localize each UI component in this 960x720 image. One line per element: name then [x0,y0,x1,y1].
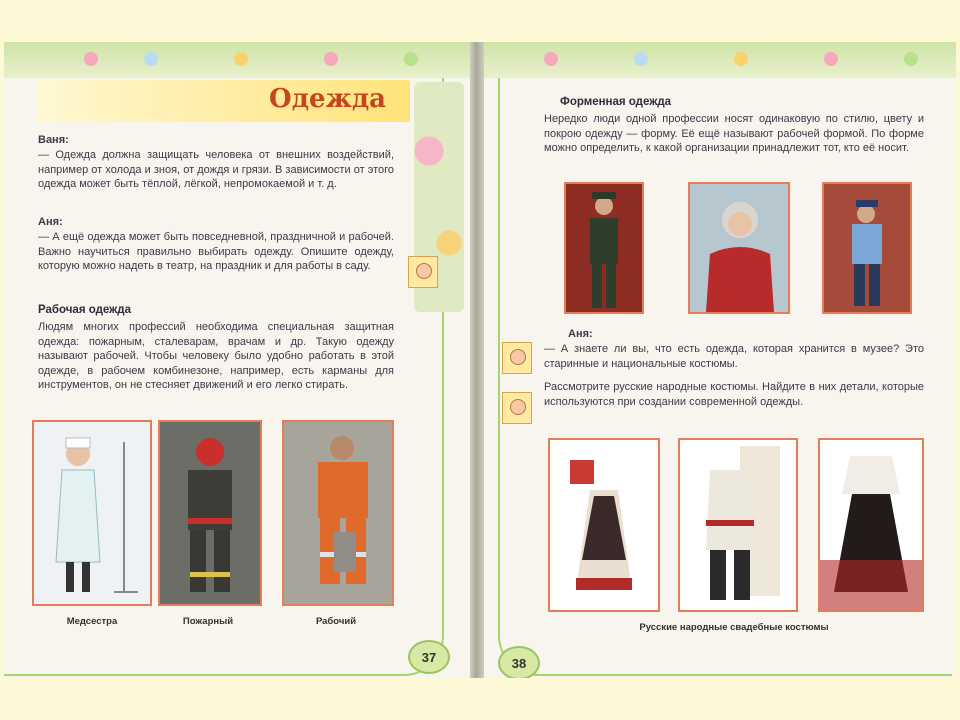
yarn-ball-icon [234,52,248,66]
yarn-ball-icon [634,52,648,66]
yarn-ball-icon [84,52,98,66]
soldier-photo [564,182,644,314]
uniform-heading: Форменная одежда [560,96,672,108]
anya-text: — А ещё одежда может быть повседневной, праздничной и рабочей. Важно научиться правильно выбирать одежду. Опишите одежду, которую можно надеть в театр, на праздник и для работы в саду. [38,231,394,272]
work-clothes-text: Людям многих профессий необходима специальная защитная одежда: пожарным, сталеварам, врачам и др. Такую одежду называют рабочей. Чтобы человеку было удобно работать в этой одежде, в рабочем комбинезоне, например, есть карманы для инструментов, он не стесняет движений и его легко стирать. [38,321,394,391]
decorative-strip [484,42,956,78]
costume-photo-man [678,438,798,612]
police-photo [822,182,912,314]
work-clothes-heading: Рабочая одежда [38,304,131,316]
yarn-ball-icon [404,52,418,66]
caption-nurse: Медсестра [66,616,118,627]
nurse-photo [32,420,152,606]
page-38 [484,42,956,678]
firefighter-photo [158,420,262,606]
uniform-text: Нередко люди одной профессии носят одинаковую по стилю, цвету и покрою одежду — форму. Её ещё называют рабочей формой. По форме можно определить, к какой организации принадлежит тот, кто её носит. [544,113,924,154]
book-spine [470,42,484,678]
yarn-ball-icon [544,52,558,66]
yarn-ball-icon [734,52,748,66]
yarn-ball-icon [824,52,838,66]
character-icon [502,342,532,374]
caption-firefighter: Пожарный [182,616,234,627]
decorative-strip [4,42,470,78]
page-number-38: 38 [498,646,540,678]
vanya-text: — Одежда должна защищать человека от внешних воздействий, например от холода и зноя, от дождя и грязи. В зависимости от этого одежда может быть тёплой, лёгкой, непромокаемой и т. д. [38,149,394,190]
open-textbook [4,42,956,678]
title-bar [38,80,410,122]
worker-photo [282,420,394,606]
page-37 [4,42,470,678]
task-text: Рассмотрите русские народные костюмы. Найдите в них детали, которые используются при создании современной одежды. [544,381,924,408]
page-title: Одежда [269,84,386,114]
yarn-ball-icon [904,52,918,66]
costume-photo-women [548,438,660,612]
costume-photo-sarafan [818,438,924,612]
character-icon [502,392,532,424]
yarn-ball-icon [324,52,338,66]
speaker-vanya: Ваня: [38,134,69,146]
character-icon [408,256,438,288]
yarn-ball-icon [144,52,158,66]
speaker-anya: Аня: [38,216,63,228]
caption-worker: Рабочий [315,616,357,627]
officer-woman-photo [688,182,790,314]
costumes-caption: Русские народные свадебные костюмы [639,622,829,633]
page-number-37: 37 [408,640,450,674]
speaker-anya: Аня: [568,328,593,340]
anya-museum-text: — А знаете ли вы, что есть одежда, которая хранится в музее? Это старинные и национальные костюмы. [544,343,924,370]
